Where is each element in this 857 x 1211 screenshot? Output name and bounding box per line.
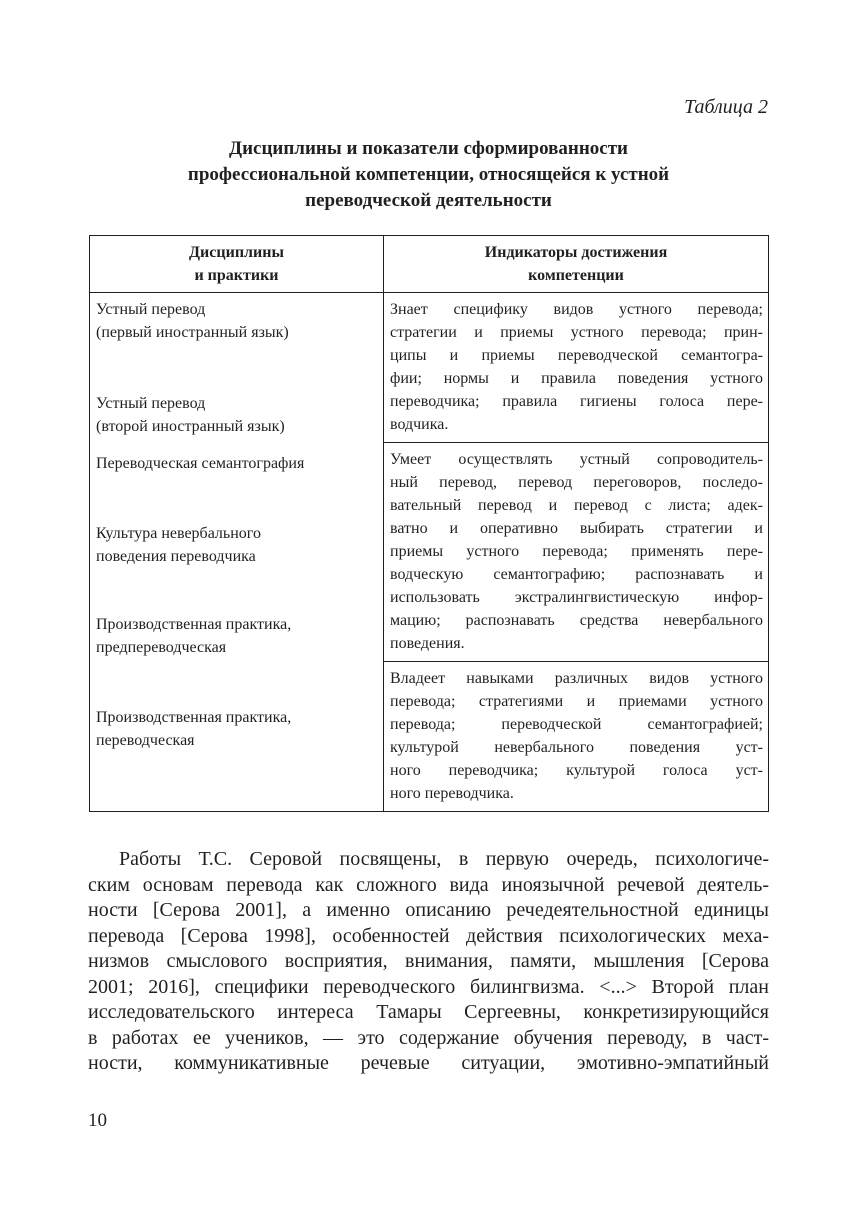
indicator-line: водческую семантографию; распознавать и	[390, 566, 763, 583]
indicator-line: переводчика; правила гигиены голоса пере-	[390, 393, 763, 410]
indicator-line: мацию; распознавать средства невербального	[390, 612, 763, 629]
discipline-line: поведения переводчика	[96, 548, 256, 565]
table-title-line: профессиональной компетенции, относящейся к устной	[187, 164, 670, 185]
indicator-cell-knows	[384, 293, 769, 443]
paragraph-line: ности [Серова 2001], а именно описанию речедеятельностной единицы	[88, 899, 769, 921]
header-line: Индикаторы достижения	[484, 244, 668, 261]
indicator-line: ципы и приемы переводческой семантогра-	[390, 347, 763, 364]
page-number: 10	[88, 1110, 107, 1131]
table-title	[88, 136, 769, 214]
discipline-line: (второй иностранный язык)	[96, 418, 285, 435]
indicator-text	[390, 448, 763, 655]
indicator-line: Владеет навыками различных видов устного	[390, 670, 763, 687]
table-label: Таблица 2	[684, 96, 768, 118]
indicator-line: перевода; переводческой семантографией;	[390, 716, 763, 733]
competence-table	[89, 235, 769, 812]
discipline-item	[96, 522, 377, 613]
discipline-line: (первый иностранный язык)	[96, 324, 289, 341]
header-line: Дисциплины	[189, 244, 284, 261]
discipline-item	[96, 613, 377, 706]
indicator-line: фии; нормы и правила поведения устного	[390, 370, 763, 387]
discipline-item	[96, 298, 377, 392]
paragraph-line: Работы Т.С. Серовой посвящены, в первую очередь, психологиче-	[119, 848, 769, 870]
indicator-text	[390, 298, 763, 436]
indicator-line: Умеет осуществлять устный сопроводитель-	[390, 451, 763, 468]
header-line: и практики	[194, 267, 279, 284]
indicator-line: водчика.	[390, 416, 449, 433]
header-line: компетенции	[528, 267, 624, 284]
body-paragraph	[88, 847, 769, 1077]
indicator-line: культурой невербального поведения уст-	[390, 739, 763, 756]
discipline-item	[96, 706, 377, 752]
indicator-line: использовать экстралингвистическую инфор-	[390, 589, 763, 606]
header-disciplines	[90, 236, 384, 293]
indicator-line: перевода; стратегиями и приемами устного	[390, 693, 763, 710]
discipline-item	[96, 452, 377, 522]
discipline-line: Переводческая семантография	[96, 455, 305, 472]
discipline-item	[96, 392, 377, 452]
discipline-line: Устный перевод	[96, 301, 206, 318]
table-row	[90, 293, 769, 443]
indicator-line: ватно и оперативно выбирать стратегии и	[390, 520, 763, 537]
paragraph-line: ским основам перевода как сложного вида иноязычной речевой деятель-	[88, 873, 769, 896]
indicator-line: ный перевод, перевод переговоров, последо-	[390, 474, 763, 491]
discipline-line: предпереводческая	[96, 639, 227, 656]
paragraph-line: 2001; 2016], специфики переводческого билингвизма. <...> Второй план	[88, 975, 769, 998]
indicator-cell-can	[384, 443, 769, 662]
indicator-line: ного переводчика.	[390, 785, 514, 802]
indicator-line: вательный перевод и перевод с листа; адек-	[390, 497, 763, 514]
paragraph-line: низмов смыслового восприятия, внимания, памяти, мышления [Серова	[88, 950, 769, 972]
header-indicators	[384, 236, 769, 293]
discipline-line: Производственная практика,	[96, 709, 292, 726]
paragraph-line: ности, коммуникативные речевые ситуации, эмотивно-эмпатийный	[88, 1052, 769, 1074]
disciplines-cell	[90, 293, 384, 812]
indicator-cell-possesses	[384, 662, 769, 812]
discipline-line: Производственная практика,	[96, 616, 292, 633]
indicator-line: приемы устного перевода; применять пере-	[390, 543, 763, 560]
table-title-line: переводческой деятельности	[305, 190, 552, 211]
discipline-line: переводческая	[96, 732, 195, 749]
paragraph-line: исследовательского интереса Тамары Сергеевны, конкретизирующийся	[88, 1001, 769, 1023]
discipline-line: Культура невербального	[96, 525, 261, 542]
table-title-line: Дисциплины и показатели сформированности	[229, 138, 628, 159]
indicator-line: Знает специфику видов устного перевода;	[390, 301, 763, 318]
table-header-row	[90, 236, 769, 293]
indicator-line: ного переводчика; культурой голоса уст-	[390, 762, 763, 779]
indicator-text	[390, 667, 763, 805]
paragraph-line: перевода [Серова 1998], особенностей действия психологических меха-	[88, 924, 769, 947]
paragraph-line: в работах ее учеников, — это содержание обучения переводу, в част-	[88, 1026, 769, 1049]
indicator-line: стратегии и приемы устного перевода; прин-	[390, 324, 763, 341]
discipline-line: Устный перевод	[96, 395, 206, 412]
indicator-line: поведения.	[390, 635, 465, 652]
